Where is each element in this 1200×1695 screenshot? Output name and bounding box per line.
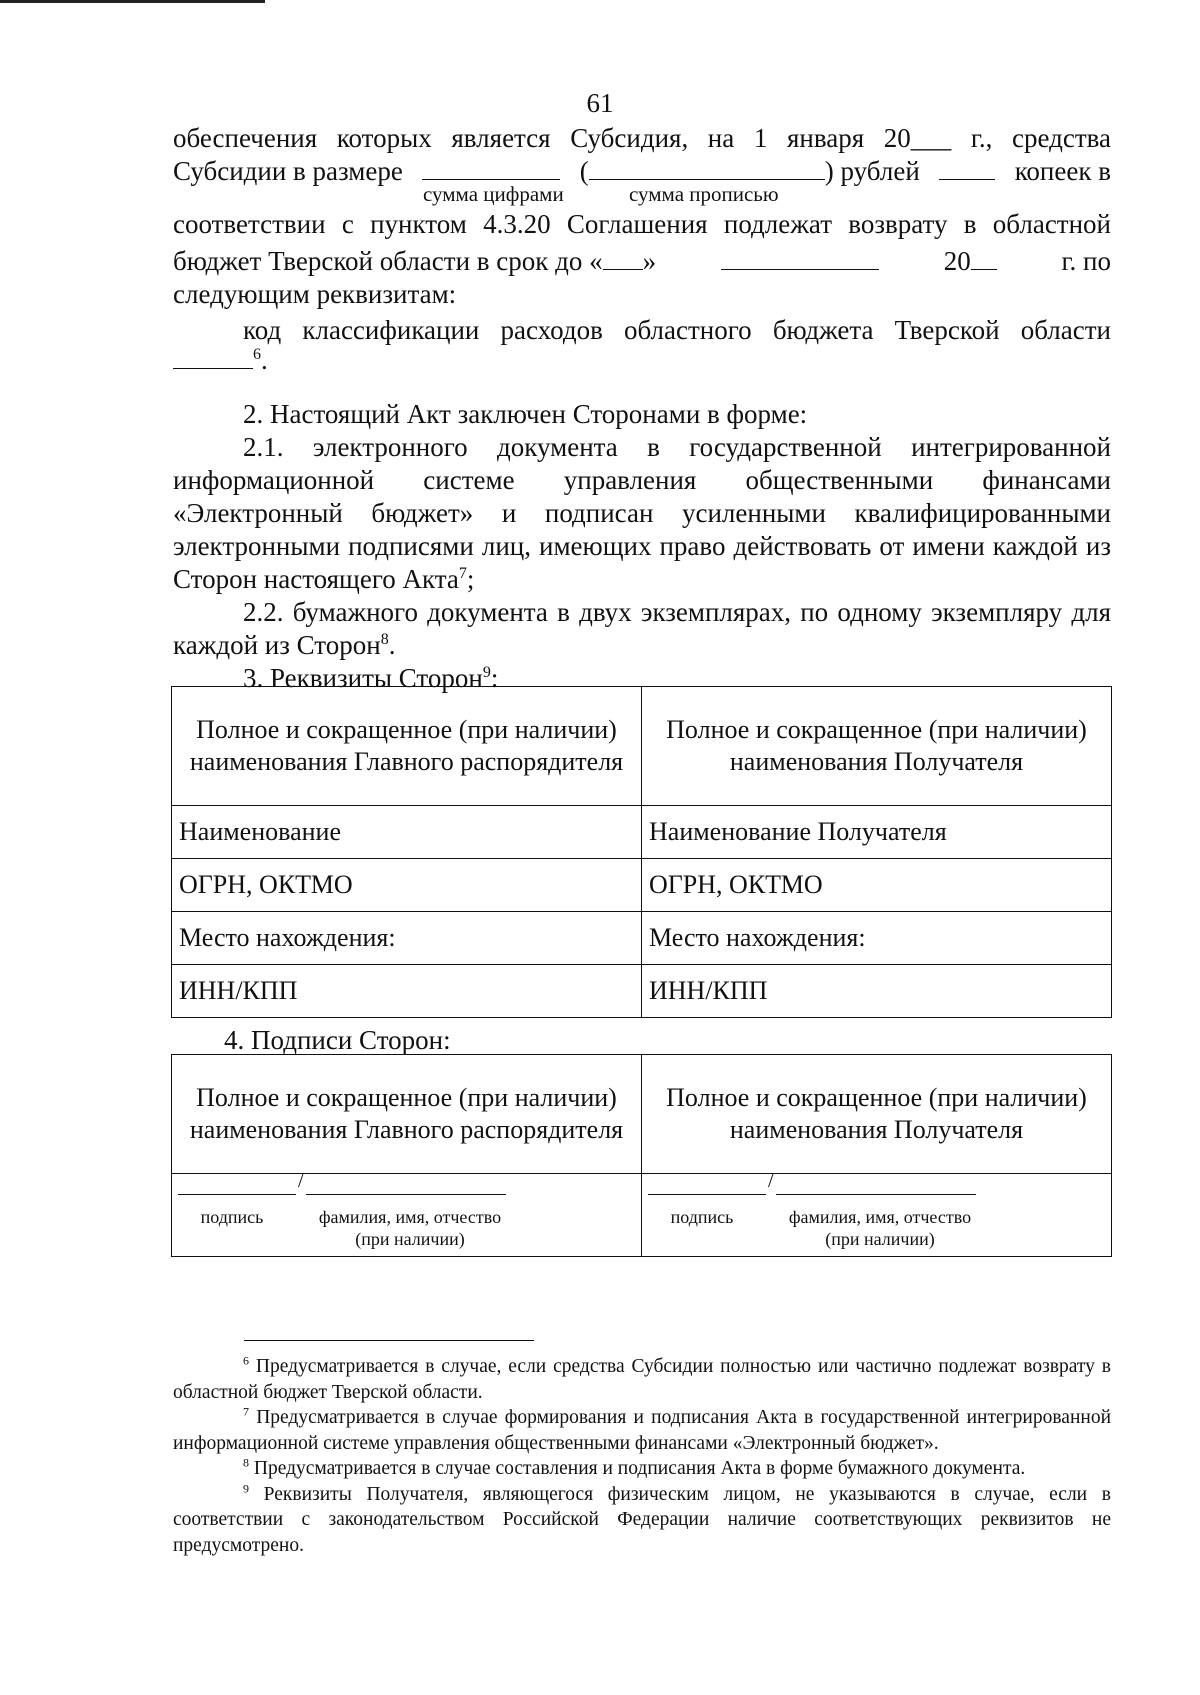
table-row bbox=[172, 912, 1112, 965]
name-line bbox=[306, 1194, 506, 1195]
text-fragment: ; bbox=[466, 564, 475, 594]
signature-label: подпись bbox=[670, 1207, 734, 1227]
text-fragment: : bbox=[490, 663, 499, 693]
footnote-number: 6 bbox=[243, 1353, 249, 1368]
footnote-ref: 6 bbox=[253, 346, 261, 363]
footnote-7 bbox=[173, 1405, 1111, 1456]
main-text bbox=[173, 122, 1111, 377]
text-fragment: 3. Реквизиты Сторон bbox=[243, 663, 483, 693]
text-fragment: бюджет Тверской области в срок до « bbox=[173, 246, 603, 276]
month-blank bbox=[721, 245, 879, 270]
footnote-number: 9 bbox=[243, 1481, 249, 1495]
paragraph1-line5: следующим реквизитам: bbox=[173, 279, 457, 309]
signature-block-left bbox=[172, 1168, 642, 1257]
table-cell: ИНН/КПП bbox=[642, 965, 1112, 1018]
footnotes bbox=[173, 1354, 1111, 1558]
item2-text: 2. Настоящий Акт заключен Сторонами в форме: bbox=[243, 399, 808, 429]
table-cell: Место нахождения: bbox=[172, 912, 642, 965]
requisites-table bbox=[171, 686, 1112, 1018]
table-cell: ИНН/КПП bbox=[172, 965, 642, 1018]
signature-label: подпись bbox=[200, 1207, 264, 1227]
footnote-text: Предусматривается в случае, если средства Субсидии полностью или частично подлежат возврату в областной бюджет Тверской области. bbox=[173, 1356, 1111, 1403]
table-row bbox=[172, 806, 1112, 859]
requisites-header-left: Полное и сокращенное (при наличии) наименования Главного распорядителя bbox=[172, 687, 642, 806]
text-fragment: (при наличии) bbox=[355, 1229, 465, 1249]
footnote-text: Предусматривается в случае формирования и подписания Акта в государственной интегрированной информационной системе управления общественными финансами «Электронный бюджет». bbox=[173, 1407, 1112, 1454]
text-fragment: 20 bbox=[943, 246, 971, 276]
footnote-6 bbox=[173, 1354, 1111, 1405]
text-fragment: (при наличии) bbox=[825, 1229, 935, 1249]
code-classification-line: код классификации расходов областного бюджета Тверской области bbox=[243, 315, 1111, 345]
table-cell: ОГРН, ОКТМО bbox=[642, 859, 1112, 912]
footnote-8 bbox=[173, 1456, 1111, 1482]
footnote-ref: 7 bbox=[458, 565, 467, 582]
text-fragment: фамилия, имя, отчество bbox=[318, 1207, 502, 1227]
item2-1-text bbox=[173, 431, 1111, 596]
text-fragment: 2.2. бумажного документа в двух экземплярах, по одному экземпляру для каждой из Сторон bbox=[173, 597, 1111, 660]
day-blank bbox=[603, 245, 643, 270]
signatures-table bbox=[171, 1054, 1112, 1257]
scan-edge-line bbox=[0, 0, 265, 3]
signature-slash: / bbox=[768, 1168, 774, 1192]
kopecks-blank bbox=[939, 155, 995, 180]
name-label bbox=[288, 1206, 532, 1250]
footnote-ref: 9 bbox=[482, 664, 491, 681]
year-blank bbox=[971, 245, 997, 270]
text-fragment bbox=[173, 245, 656, 278]
table-cell: Место нахождения: bbox=[642, 912, 1112, 965]
text-fragment: ( bbox=[579, 156, 589, 186]
amount-digits-blank bbox=[422, 155, 560, 180]
paragraph1-line3: соответствии с пунктом 4.3.20 Соглашения подлежат возврату в областной bbox=[173, 209, 1111, 239]
signatures-header-left: Полное и сокращенное (при наличии) наименования Главного распорядителя bbox=[172, 1055, 642, 1174]
table-row bbox=[172, 687, 1112, 806]
text-fragment: копеек в bbox=[1014, 156, 1111, 186]
table-row bbox=[172, 1055, 1112, 1174]
footnote-separator bbox=[244, 1340, 534, 1341]
signature-block-right bbox=[642, 1168, 1112, 1257]
text-fragment: 2.1. электронного документа в государственной интегрированной информационной системе управления общественными финансами «Электронный бюджет» и подписан усиленными квалифицированными электронными подписями лиц, имеющих право действовать от имени каждой из Сторон настоящего Акта bbox=[173, 432, 1111, 594]
text-fragment: » bbox=[642, 246, 657, 276]
item2-2-text bbox=[173, 596, 1111, 662]
paragraph1-line1: обеспечения которых является Субсидия, на 1 января 20___ г., средства bbox=[173, 123, 1111, 153]
text-fragment: ) рублей bbox=[824, 156, 920, 186]
name-label bbox=[758, 1206, 1002, 1250]
table-cell: ОГРН, ОКТМО bbox=[172, 859, 642, 912]
year-group bbox=[944, 245, 997, 278]
item4-text: 4. Подписи Сторон: bbox=[224, 1025, 451, 1055]
code-blank-line bbox=[173, 347, 1111, 377]
text-fragment: г. по bbox=[1061, 246, 1111, 276]
name-line bbox=[776, 1194, 976, 1195]
footnote-number: 7 bbox=[243, 1404, 249, 1419]
text-fragment: . bbox=[261, 345, 268, 375]
table-cell: Наименование Получателя bbox=[642, 806, 1112, 859]
text-fragment: фамилия, имя, отчество bbox=[788, 1207, 972, 1227]
footnote-text: Реквизиты Получателя, являющегося физическим лицом, не указываются в случае, если в соответствии с законодательством Российской Федерации наличие соответствующих реквизитов не предусмотрено. bbox=[173, 1483, 1111, 1556]
amount-hints bbox=[173, 182, 1111, 208]
table-row bbox=[172, 1174, 1112, 1257]
hint-words: сумма прописью bbox=[629, 182, 779, 206]
code-blank bbox=[173, 350, 253, 369]
table-row bbox=[172, 859, 1112, 912]
hint-digits: сумма цифрами bbox=[423, 182, 564, 206]
amount-words-blank bbox=[589, 155, 825, 180]
footnote-9 bbox=[173, 1482, 1111, 1559]
footnote-number: 8 bbox=[243, 1455, 249, 1470]
page-number: 61 bbox=[586, 88, 614, 118]
text-fragment: Субсидии в размере bbox=[173, 156, 403, 186]
signature-line bbox=[648, 1194, 766, 1195]
text-fragment: . bbox=[388, 630, 396, 660]
item-2 bbox=[173, 398, 1111, 695]
requisites-header-right: Полное и сокращенное (при наличии) наименования Получателя bbox=[642, 687, 1112, 806]
footnote-text: Предусматривается в случае составления и подписания Акта в форме бумажного документа. bbox=[253, 1458, 1026, 1479]
paragraph1-line4 bbox=[173, 245, 1111, 278]
signature-line bbox=[178, 1194, 296, 1195]
signature-slash: / bbox=[298, 1168, 304, 1192]
table-row bbox=[172, 965, 1112, 1018]
signatures-header-right: Полное и сокращенное (при наличии) наименования Получателя bbox=[642, 1055, 1112, 1174]
footnote-ref: 8 bbox=[380, 631, 389, 648]
table-cell: Наименование bbox=[172, 806, 642, 859]
